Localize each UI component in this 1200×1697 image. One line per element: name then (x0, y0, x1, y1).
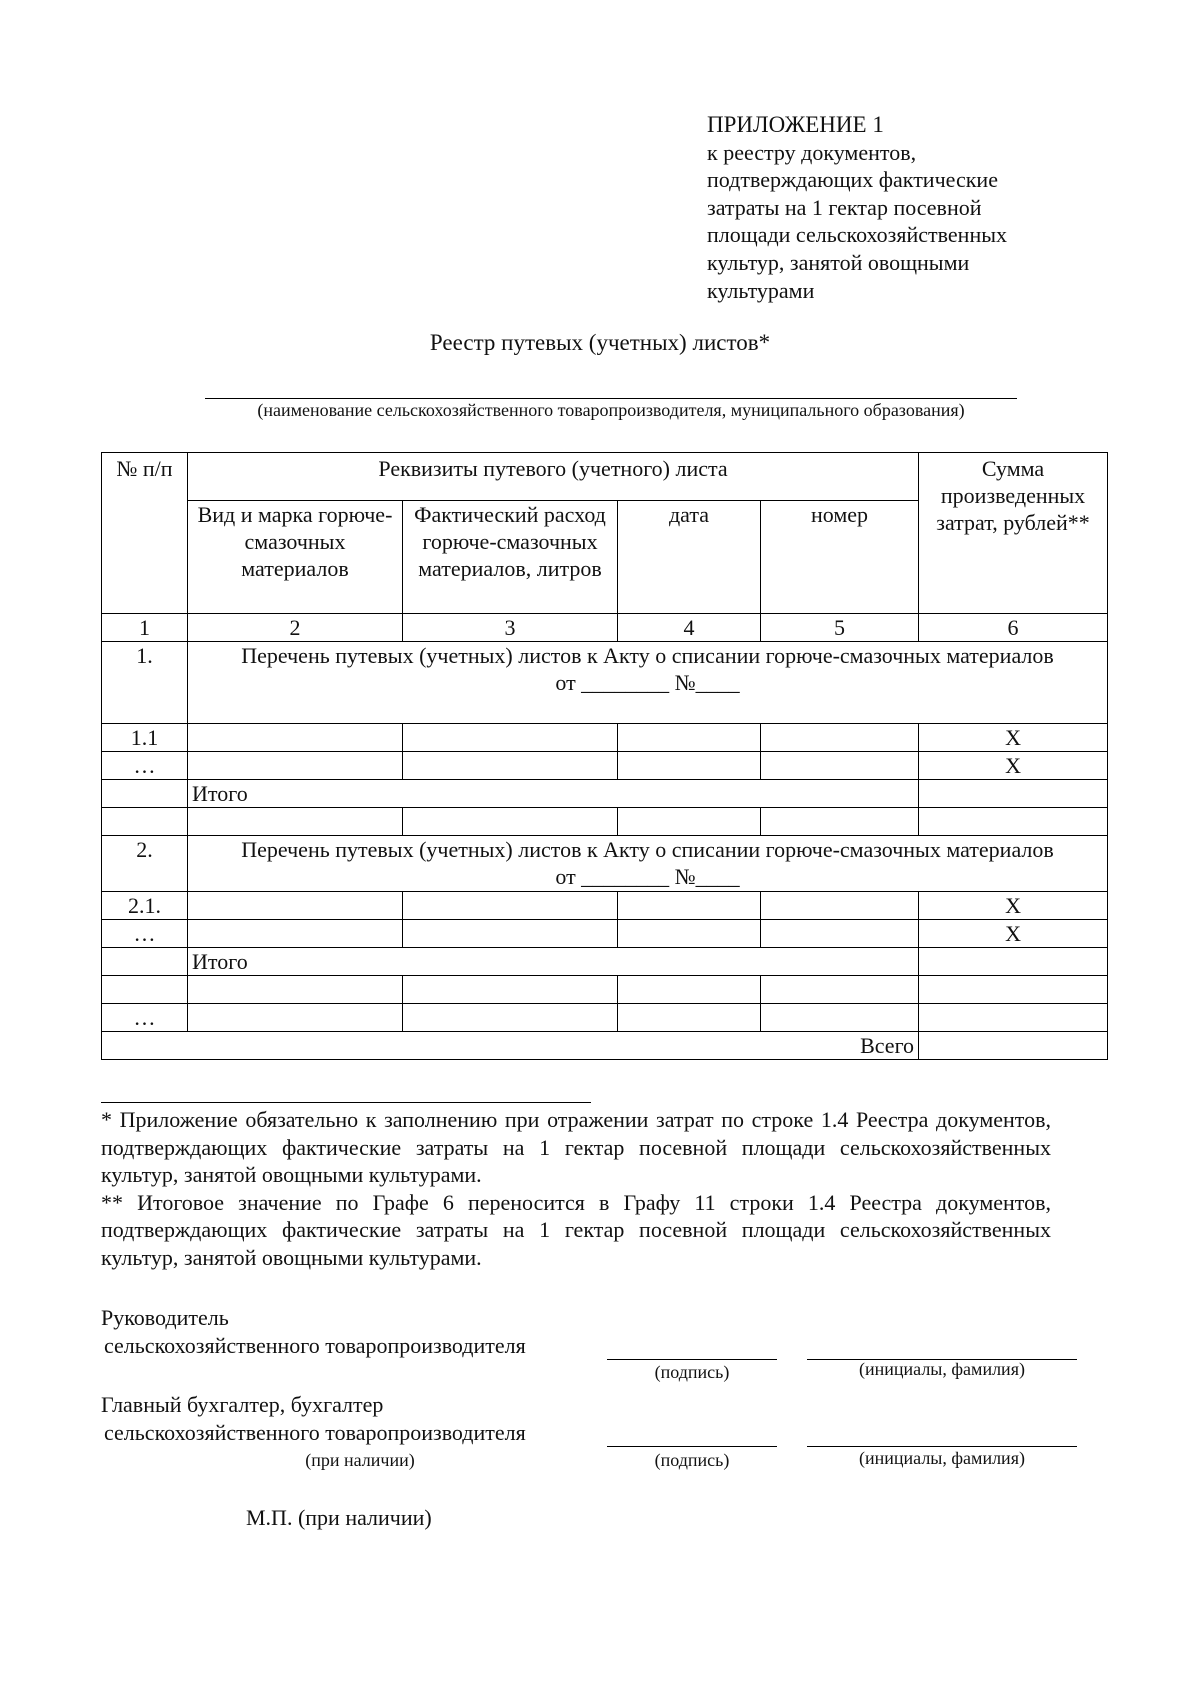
header-requisites: Реквизиты путевого (учетного) листа (188, 453, 919, 501)
footnote-2: ** Итоговое значение по Графе 6 переносится в Графу 11 строки 1.4 Реестра документов, подтверждающих фактические затраты на 1 гектар посевной площади сельскохозяйственных культур, занятой овощными культурами. (101, 1189, 1051, 1270)
cell-date[interactable] (618, 920, 761, 948)
column-number: 1 (102, 614, 188, 642)
section-1-num: 1. (102, 642, 188, 724)
column-number: 2 (188, 614, 403, 642)
appendix-line: затраты на 1 гектар посевной (707, 194, 982, 220)
cell-date[interactable] (618, 724, 761, 752)
cell-date[interactable] (618, 752, 761, 780)
section-2-num: 2. (102, 836, 188, 892)
cell-empty[interactable] (403, 976, 618, 1004)
cell-date[interactable] (618, 892, 761, 920)
row-num: … (102, 920, 188, 948)
cell-empty[interactable] (618, 1004, 761, 1032)
head-signature-line[interactable] (607, 1359, 777, 1360)
section-1-total-label: Итого (188, 780, 919, 808)
head-title: Руководитель (101, 1305, 229, 1330)
cell-empty[interactable] (403, 808, 618, 836)
appendix-line: площади сельскохозяйственных (707, 222, 1007, 248)
footnotes (101, 1106, 1051, 1272)
cell-number[interactable] (761, 892, 919, 920)
appendix-line: к реестру документов, (707, 139, 917, 165)
cell-fuel-type[interactable] (188, 752, 403, 780)
cell-number[interactable] (761, 752, 919, 780)
cell-total-sum[interactable] (919, 780, 1108, 808)
appendix-line: культурами (707, 277, 815, 303)
cell-empty[interactable] (618, 808, 761, 836)
table-row (102, 724, 1108, 752)
table-row (102, 808, 1108, 836)
cell-total-sum[interactable] (919, 948, 1108, 976)
table-row (102, 752, 1108, 780)
section-1-title: Перечень путевых (учетных) листов к Акту о списании горюче-смазочных материалов (241, 643, 1054, 668)
section-2-act-ref: от ________ №____ (555, 864, 740, 889)
chief-accountant-title: Главный бухгалтер, бухгалтер (101, 1392, 384, 1417)
cell-fuel-consumption[interactable] (403, 752, 618, 780)
document-title: Реестр путевых (учетных) листов* (429, 330, 771, 355)
section-2-total-row (102, 948, 1108, 976)
section-1-row (102, 642, 1108, 724)
table-header-row (102, 453, 1108, 501)
head-org: сельскохозяйственного товаропроизводителя (104, 1333, 526, 1358)
footnote-separator (101, 1102, 591, 1103)
column-number: 3 (403, 614, 618, 642)
cell-empty (102, 808, 188, 836)
chief-signature-line[interactable] (607, 1446, 777, 1447)
appendix-heading: ПРИЛОЖЕНИЕ 1 (707, 112, 884, 137)
column-number: 6 (919, 614, 1108, 642)
cell-empty[interactable] (188, 1004, 403, 1032)
row-num: 1.1 (102, 724, 188, 752)
appendix-line: подтверждающих фактические (707, 167, 998, 193)
grand-total-label: Всего (102, 1032, 919, 1060)
cell-fuel-consumption[interactable] (403, 724, 618, 752)
cell-sum: X (919, 920, 1108, 948)
section-2-title: Перечень путевых (учетных) листов к Акту о списании горюче-смазочных материалов (241, 837, 1054, 862)
column-number: 5 (761, 614, 919, 642)
cell-empty (102, 948, 188, 976)
table-row (102, 1004, 1108, 1032)
org-name-line (205, 398, 1017, 399)
table-row (102, 920, 1108, 948)
header-num: № п/п (102, 453, 188, 614)
header-fuel-type: Вид и марка горюче-смазочных материалов (188, 501, 403, 614)
appendix-line: культур, занятой овощными (707, 249, 970, 275)
org-name-caption: (наименование сельскохозяйственного товаропроизводителя, муниципального образования) (257, 400, 965, 420)
footnote-1: * Приложение обязательно к заполнению при отражении затрат по строке 1.4 Реестра документов, подтверждающих фактические затраты на 1 гектар посевной площади сельскохозяйственных культур, занятой овощными культурами. (101, 1107, 1051, 1188)
section-1-title-cell (188, 642, 1108, 724)
row-num: 2.1. (102, 892, 188, 920)
cell-fuel-consumption[interactable] (403, 892, 618, 920)
cell-empty[interactable] (403, 1004, 618, 1032)
cell-grand-total-sum[interactable] (919, 1032, 1108, 1060)
chief-name-line[interactable] (807, 1446, 1077, 1447)
grand-total-row (102, 1032, 1108, 1060)
section-1-total-row (102, 780, 1108, 808)
cell-empty[interactable] (919, 1004, 1108, 1032)
cell-empty[interactable] (919, 808, 1108, 836)
cell-empty (102, 976, 188, 1004)
table-row (102, 892, 1108, 920)
section-2-row (102, 836, 1108, 892)
cell-empty[interactable] (761, 976, 919, 1004)
chief-accountant-org: сельскохозяйственного товаропроизводителя (104, 1420, 526, 1445)
head-name-caption: (инициалы, фамилия) (859, 1359, 1025, 1379)
waybill-register-table (101, 452, 1108, 1060)
cell-empty[interactable] (919, 976, 1108, 1004)
head-signature-caption: (подпись) (654, 1362, 730, 1382)
stamp-place: М.П. (при наличии) (246, 1505, 432, 1530)
header-sum: Сумма произведенных затрат, рублей** (919, 453, 1108, 614)
cell-fuel-consumption[interactable] (403, 920, 618, 948)
cell-empty[interactable] (761, 808, 919, 836)
cell-fuel-type[interactable] (188, 920, 403, 948)
header-fuel-consumption: Фактический расход горюче-смазочных материалов, литров (403, 501, 618, 614)
chief-signature-caption: (подпись) (654, 1450, 730, 1470)
cell-empty[interactable] (188, 808, 403, 836)
cell-fuel-type[interactable] (188, 724, 403, 752)
column-number: 4 (618, 614, 761, 642)
chief-accountant-note: (при наличии) (305, 1450, 415, 1470)
cell-sum: X (919, 724, 1108, 752)
section-2-total-label: Итого (188, 948, 919, 976)
cell-sum: X (919, 892, 1108, 920)
chief-name-caption: (инициалы, фамилия) (859, 1448, 1025, 1468)
section-2-title-cell (188, 836, 1108, 892)
cell-number[interactable] (761, 920, 919, 948)
cell-empty[interactable] (188, 976, 403, 1004)
section-1-act-ref: от ________ №____ (555, 670, 740, 695)
cell-fuel-type[interactable] (188, 892, 403, 920)
row-num: … (102, 1004, 188, 1032)
cell-empty (102, 780, 188, 808)
cell-sum: X (919, 752, 1108, 780)
cell-number[interactable] (761, 724, 919, 752)
table-row (102, 976, 1108, 1004)
cell-empty[interactable] (761, 1004, 919, 1032)
cell-empty[interactable] (618, 976, 761, 1004)
column-numbers-row (102, 614, 1108, 642)
header-date: дата (618, 501, 761, 614)
header-number: номер (761, 501, 919, 614)
row-num: … (102, 752, 188, 780)
appendix-block (707, 111, 1127, 304)
